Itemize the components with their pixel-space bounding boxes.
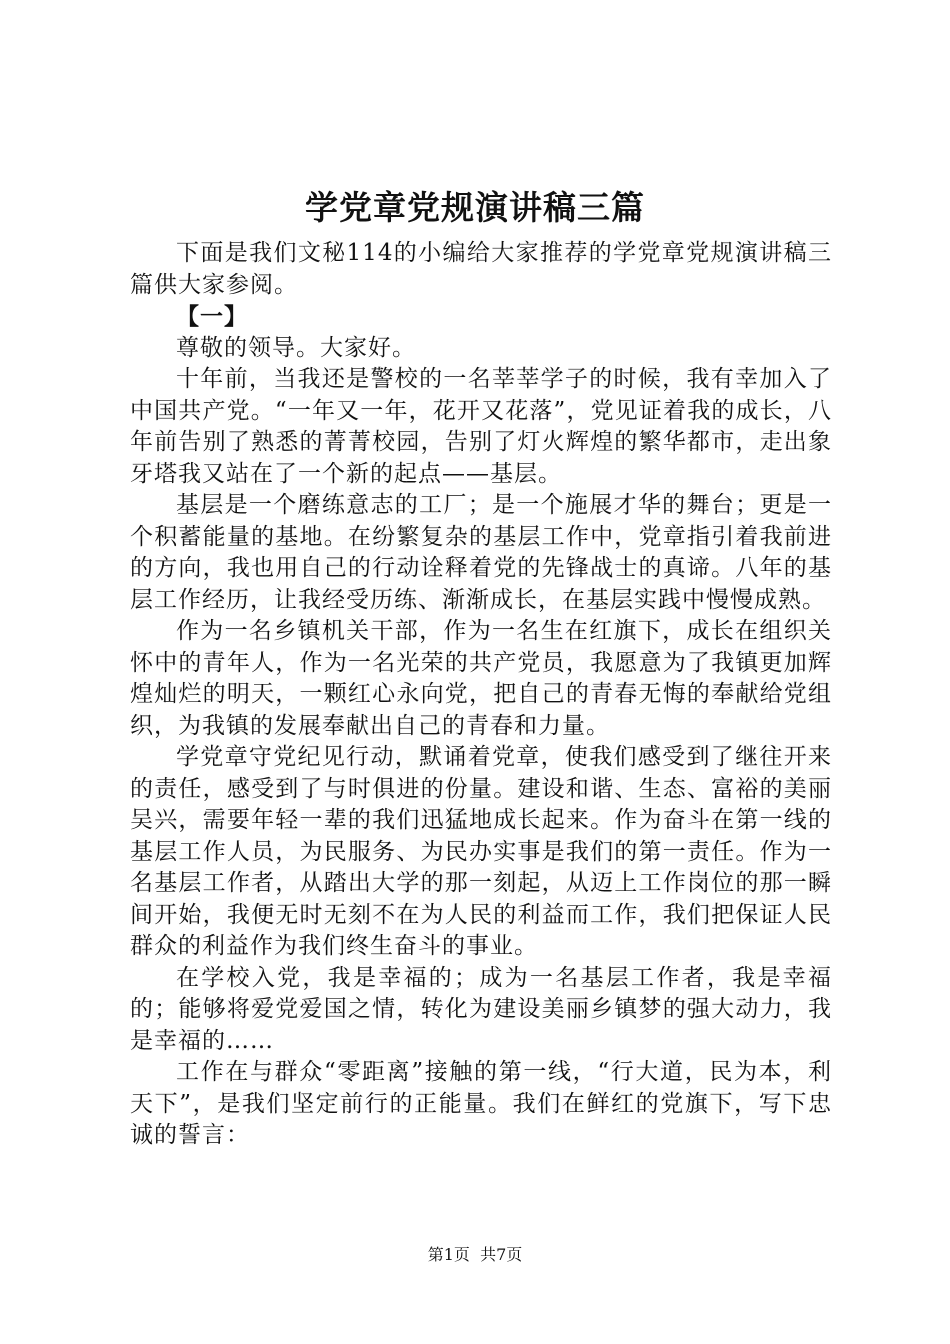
body-paragraph: 十年前，当我还是警校的一名莘莘学子的时候，我有幸加入了中国共产党。“一年又一年，花开又花落”，党见证着我的成长，八年前告别了熟悉的菁菁校园，告别了灯火辉煌的繁华都市，走出象牙塔我又站在了一个新的起点——基层。 bbox=[130, 366, 832, 487]
page-number-label: 第1页 共7页 bbox=[427, 1245, 523, 1264]
page-footer bbox=[0, 1244, 950, 1266]
body-paragraph: 学党章守党纪见行动，默诵着党章，使我们感受到了继往开来的责任，感受到了与时俱进的份量。建设和谐、生态、富裕的美丽吴兴，需要年轻一辈的我们迅猛地成长起来。作为奋斗在第一线的基层工作人员，为民服务、为民办实事是我们的第一责任。作为一名基层工作者，从踏出大学的那一刻起，从迈上工作岗位的那一瞬间开始，我便无时无刻不在为人民的利益而工作，我们把保证人民群众的利益作为我们终生奋斗的事业。 bbox=[130, 744, 832, 959]
greeting-paragraph: 尊敬的领导。大家好。 bbox=[176, 334, 416, 361]
document-body bbox=[130, 238, 832, 1152]
body-paragraph: 基层是一个磨练意志的工厂；是一个施展才华的舞台；更是一个积蓄能量的基地。在纷繁复杂的基层工作中，党章指引着我前进的方向，我也用自己的行动诠释着党的先锋战士的真谛。八年的基层工作经历，让我经受历练、渐渐成长，在基层实践中慢慢成熟。 bbox=[130, 492, 832, 613]
section-heading: 【一】 bbox=[176, 303, 248, 330]
document-title: 学党章党规演讲稿三篇 bbox=[305, 188, 645, 227]
body-paragraph: 在学校入党，我是幸福的；成为一名基层工作者，我是幸福的；能够将爱党爱国之情，转化为建设美丽乡镇梦的强大动力，我是幸福的…… bbox=[130, 964, 832, 1054]
body-paragraph: 作为一名乡镇机关干部，作为一名生在红旗下，成长在组织关怀中的青年人，作为一名光荣的共产党员，我愿意为了我镇更加辉煌灿烂的明天，一颗红心永向党，把自己的青春无悔的奉献给党组织，为我镇的发展奉献出自己的青春和力量。 bbox=[130, 618, 832, 739]
intro-paragraph: 下面是我们文秘114的小编给大家推荐的学党章党规演讲稿三篇供大家参阅。 bbox=[130, 240, 832, 298]
body-paragraph: 工作在与群众“零距离”接触的第一线，“行大道，民为本，利天下”，是我们坚定前行的正能量。我们在鲜红的党旗下，写下忠诚的誓言： bbox=[130, 1059, 832, 1148]
